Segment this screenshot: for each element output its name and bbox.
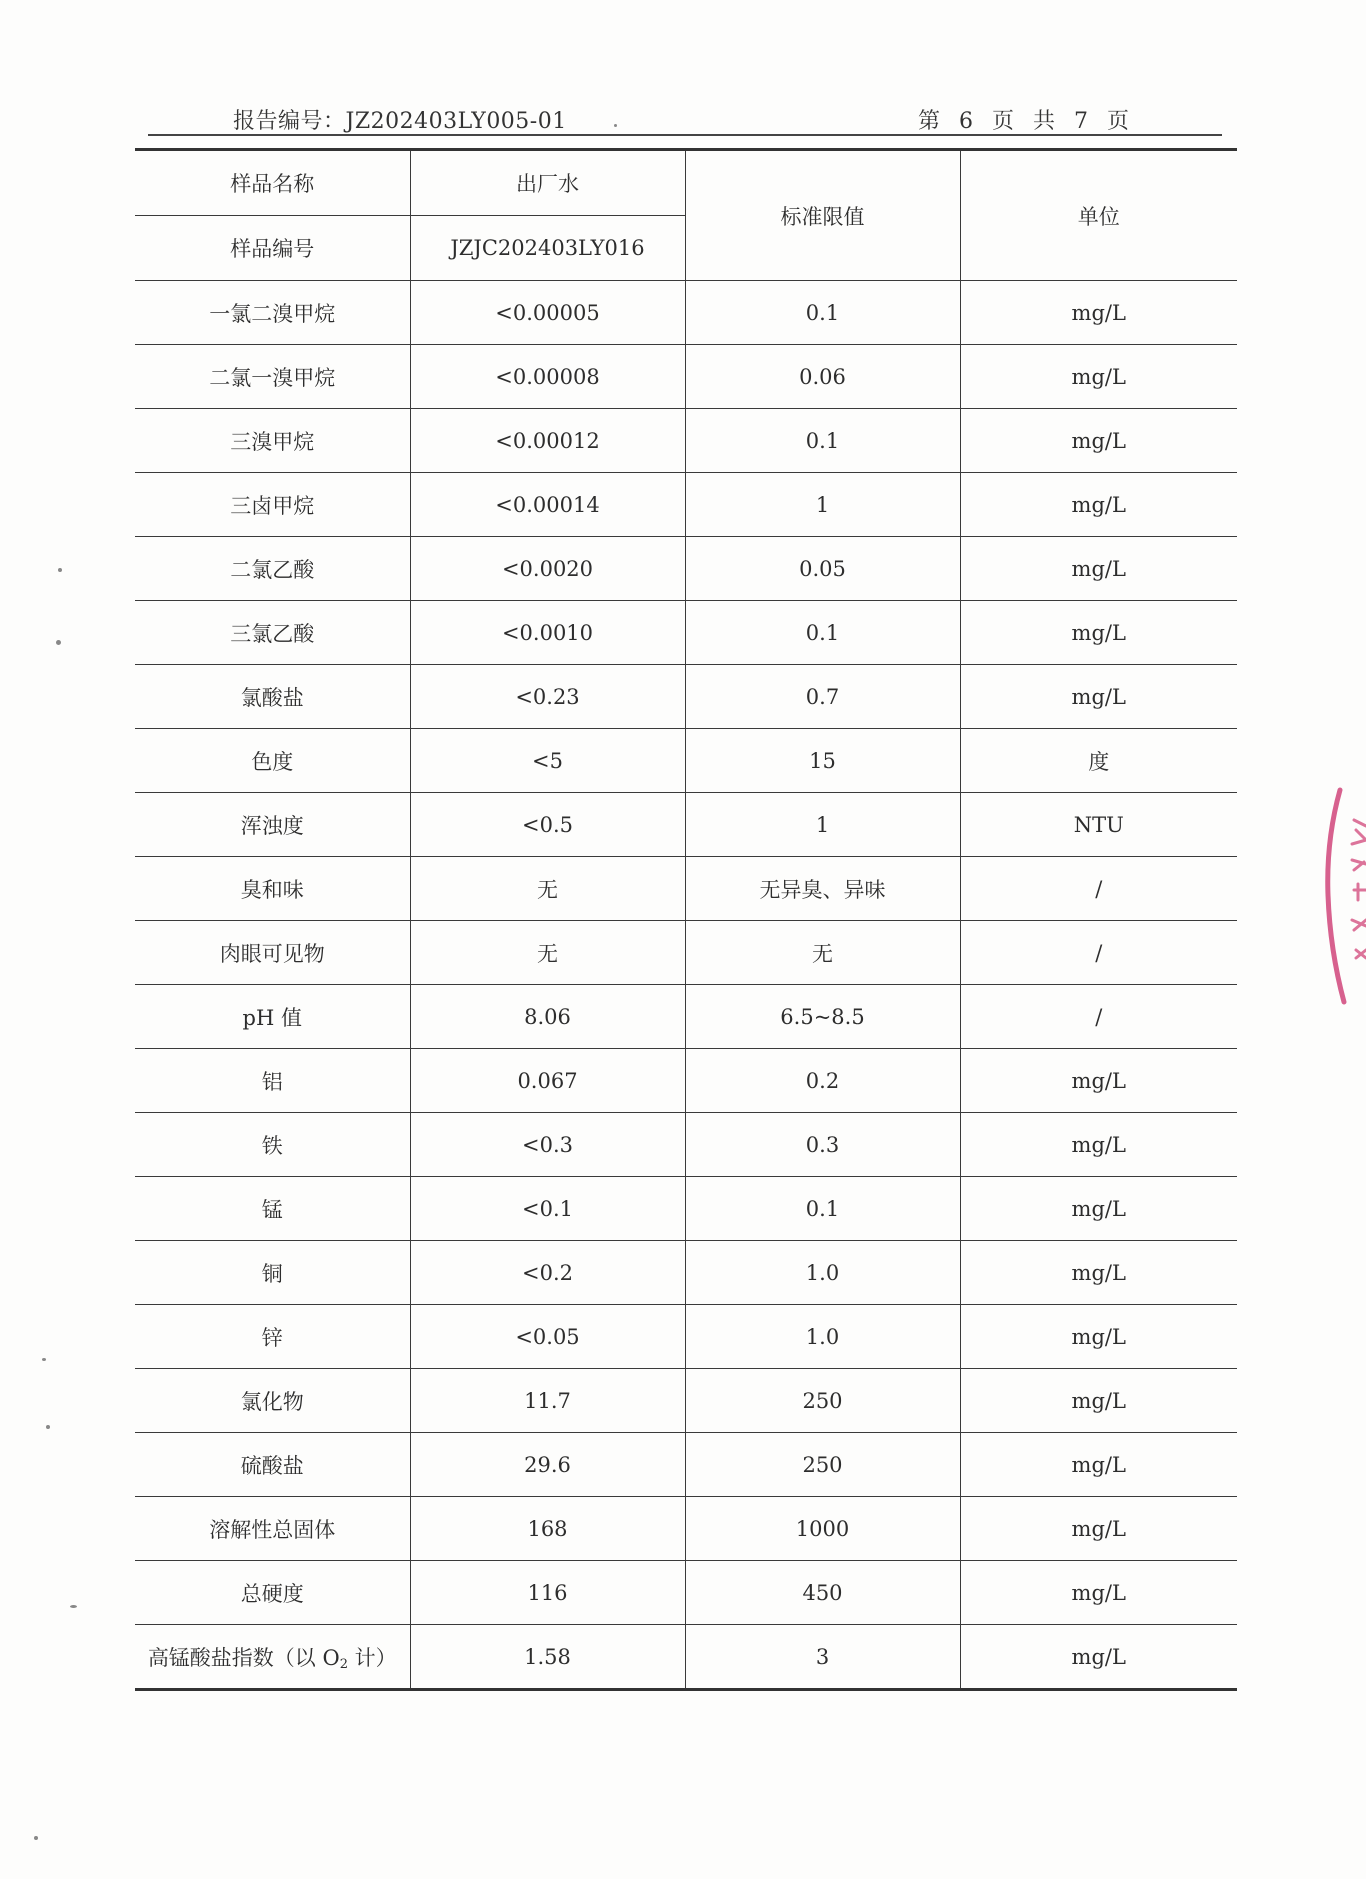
standard-limit-header: 标准限值 (685, 150, 960, 281)
table-row (135, 601, 1237, 665)
limit-value: 6.5~8.5 (685, 985, 960, 1049)
item-name-prefix: 高锰酸盐指数（以 O (147, 1645, 340, 1670)
limit-value: 0.1 (685, 281, 960, 345)
table-row (135, 1113, 1237, 1177)
item-name: 三卤甲烷 (135, 473, 410, 537)
unit-value: NTU (960, 793, 1237, 857)
result-value: 无 (410, 857, 685, 921)
result-value: 0.067 (410, 1049, 685, 1113)
page-indicator: 第 6 页 共 7 页 (918, 109, 1135, 134)
result-value: 1.58 (410, 1625, 685, 1690)
item-name-suffix: 计） (348, 1645, 397, 1670)
unit-header: 单位 (960, 150, 1237, 281)
limit-value: 无 (685, 921, 960, 985)
scan-speck (34, 1836, 38, 1840)
result-value: 116 (410, 1561, 685, 1625)
item-name: 色度 (135, 729, 410, 793)
table-row (135, 921, 1237, 985)
scan-speck (42, 1358, 46, 1361)
item-name: 肉眼可见物 (135, 921, 410, 985)
unit-value: 度 (960, 729, 1237, 793)
result-value: <0.0010 (410, 601, 685, 665)
item-name: 铁 (135, 1113, 410, 1177)
table-row (135, 1433, 1237, 1497)
results-table-container (135, 148, 1237, 1691)
limit-value: 0.7 (685, 665, 960, 729)
table-row (135, 665, 1237, 729)
limit-value: 1 (685, 473, 960, 537)
seal-stamp-fragment (1318, 780, 1366, 1010)
scan-speck (56, 640, 61, 645)
result-value: <0.05 (410, 1305, 685, 1369)
scan-speck (614, 124, 617, 127)
result-value: <0.00014 (410, 473, 685, 537)
unit-value: / (960, 985, 1237, 1049)
unit-value: mg/L (960, 1561, 1237, 1625)
item-name: 溶解性总固体 (135, 1497, 410, 1561)
result-value: <0.00005 (410, 281, 685, 345)
limit-value: 15 (685, 729, 960, 793)
item-name: 锌 (135, 1305, 410, 1369)
result-value: 8.06 (410, 985, 685, 1049)
table-row (135, 1497, 1237, 1561)
table-row (135, 409, 1237, 473)
limit-value: 无异臭、异味 (685, 857, 960, 921)
table-row (135, 1177, 1237, 1241)
limit-value: 0.1 (685, 601, 960, 665)
result-value: <0.2 (410, 1241, 685, 1305)
limit-value: 450 (685, 1561, 960, 1625)
limit-value: 250 (685, 1369, 960, 1433)
item-name: 二氯乙酸 (135, 537, 410, 601)
sample-id-value: JZJC202403LY016 (410, 216, 685, 281)
unit-value: mg/L (960, 1241, 1237, 1305)
limit-value: 1 (685, 793, 960, 857)
result-value: <0.3 (410, 1113, 685, 1177)
unit-value: mg/L (960, 537, 1237, 601)
unit-value: mg/L (960, 1497, 1237, 1561)
result-value: <0.00008 (410, 345, 685, 409)
unit-value: / (960, 921, 1237, 985)
item-name: 臭和味 (135, 857, 410, 921)
results-table (135, 148, 1237, 1691)
result-value: 11.7 (410, 1369, 685, 1433)
item-name: 二氯一溴甲烷 (135, 345, 410, 409)
item-name: 氯化物 (135, 1369, 410, 1433)
item-name: 一氯二溴甲烷 (135, 281, 410, 345)
report-number: 报告编号：JZ202403LY005-01 (233, 109, 567, 134)
unit-value: mg/L (960, 473, 1237, 537)
table-header-row (135, 150, 1237, 216)
item-name: 铜 (135, 1241, 410, 1305)
table-row (135, 1241, 1237, 1305)
limit-value: 0.1 (685, 1177, 960, 1241)
result-value: <5 (410, 729, 685, 793)
unit-value: mg/L (960, 601, 1237, 665)
result-value: <0.0020 (410, 537, 685, 601)
table-row (135, 537, 1237, 601)
scan-speck (46, 1425, 50, 1429)
limit-value: 0.3 (685, 1113, 960, 1177)
limit-value: 1000 (685, 1497, 960, 1561)
table-row (135, 1561, 1237, 1625)
result-value: 168 (410, 1497, 685, 1561)
unit-value: mg/L (960, 665, 1237, 729)
scan-speck (70, 1605, 77, 1608)
item-name: 总硬度 (135, 1561, 410, 1625)
item-name: 浑浊度 (135, 793, 410, 857)
item-name: 锰 (135, 1177, 410, 1241)
limit-value: 250 (685, 1433, 960, 1497)
unit-value: mg/L (960, 1369, 1237, 1433)
unit-value: mg/L (960, 409, 1237, 473)
limit-value: 0.05 (685, 537, 960, 601)
result-value: <0.1 (410, 1177, 685, 1241)
sample-name-label: 样品名称 (135, 150, 410, 216)
table-row (135, 1305, 1237, 1369)
unit-value: mg/L (960, 1305, 1237, 1369)
table-row (135, 473, 1237, 537)
unit-value: / (960, 857, 1237, 921)
unit-value: mg/L (960, 1433, 1237, 1497)
item-name: pH 值 (135, 985, 410, 1049)
sample-name-value: 出厂水 (410, 150, 685, 216)
item-name: 三氯乙酸 (135, 601, 410, 665)
result-value: 无 (410, 921, 685, 985)
item-name (135, 1625, 410, 1690)
result-value: 29.6 (410, 1433, 685, 1497)
table-row (135, 281, 1237, 345)
table-row (135, 985, 1237, 1049)
unit-value: mg/L (960, 1177, 1237, 1241)
header-divider (148, 134, 1222, 136)
item-name: 氯酸盐 (135, 665, 410, 729)
limit-value: 0.06 (685, 345, 960, 409)
table-row (135, 345, 1237, 409)
result-value: <0.23 (410, 665, 685, 729)
item-name: 铝 (135, 1049, 410, 1113)
item-name: 硫酸盐 (135, 1433, 410, 1497)
limit-value: 0.1 (685, 409, 960, 473)
result-value: <0.00012 (410, 409, 685, 473)
table-row (135, 1625, 1237, 1690)
unit-value: mg/L (960, 281, 1237, 345)
unit-value: mg/L (960, 1049, 1237, 1113)
item-name-subscript: 2 (339, 1656, 348, 1672)
item-name: 三溴甲烷 (135, 409, 410, 473)
result-value: <0.5 (410, 793, 685, 857)
limit-value: 1.0 (685, 1305, 960, 1369)
table-row (135, 1049, 1237, 1113)
table-row (135, 793, 1237, 857)
limit-value: 3 (685, 1625, 960, 1690)
unit-value: mg/L (960, 345, 1237, 409)
unit-value: mg/L (960, 1625, 1237, 1690)
table-row (135, 1369, 1237, 1433)
table-row (135, 729, 1237, 793)
table-row (135, 857, 1237, 921)
limit-value: 0.2 (685, 1049, 960, 1113)
page-header (145, 98, 1225, 138)
sample-id-label: 样品编号 (135, 216, 410, 281)
scan-speck (58, 568, 62, 572)
limit-value: 1.0 (685, 1241, 960, 1305)
unit-value: mg/L (960, 1113, 1237, 1177)
